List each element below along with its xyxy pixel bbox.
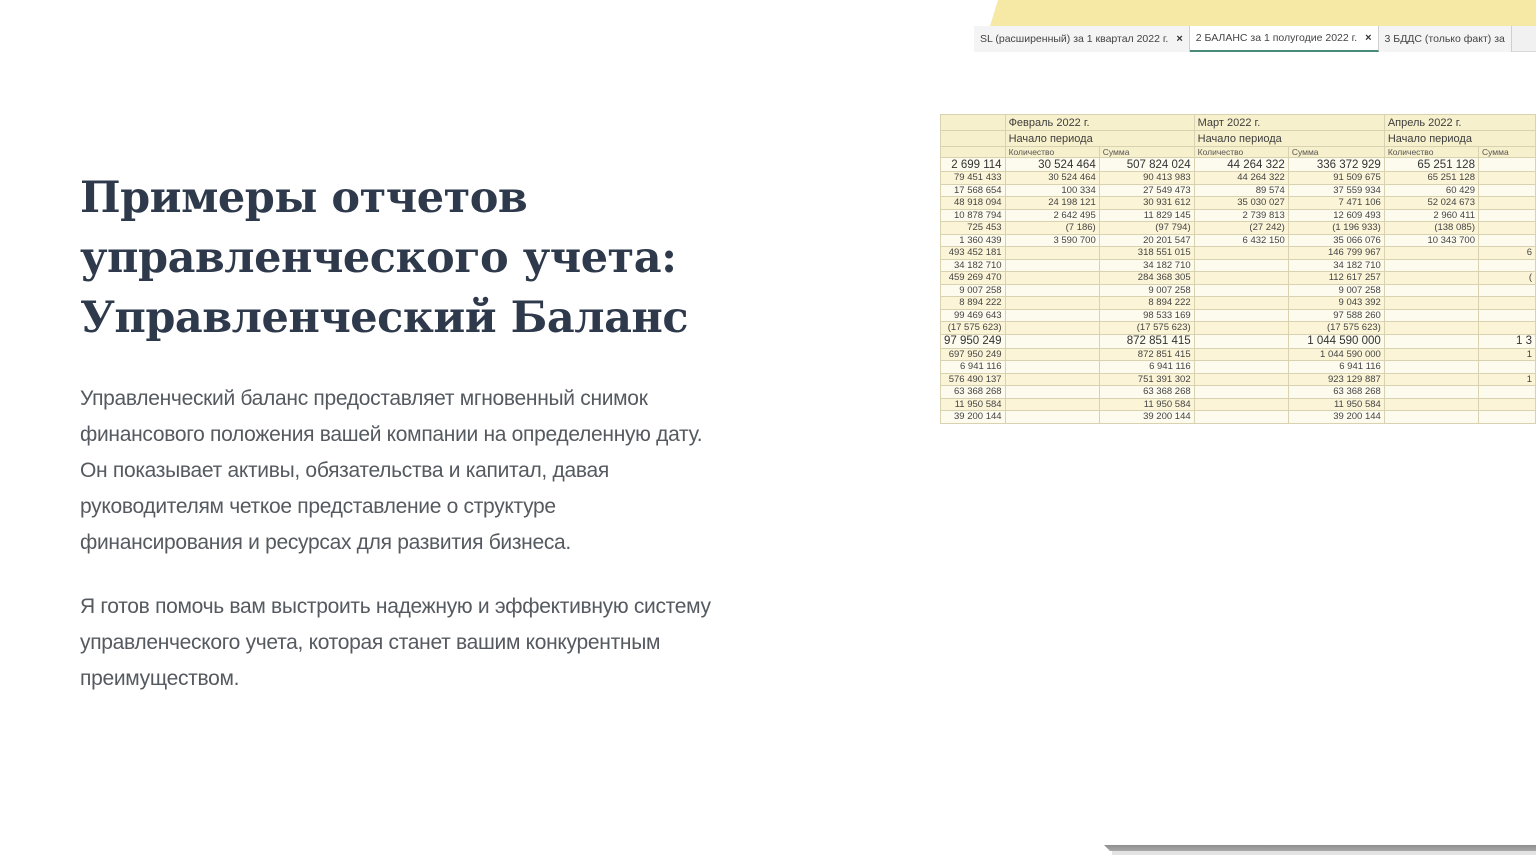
table-cell: 576 490 137 [941, 373, 1006, 386]
table-cell: 30 524 464 [1005, 172, 1099, 185]
table-cell [1005, 309, 1099, 322]
table-row [941, 348, 1536, 361]
table-cell: 11 829 145 [1099, 209, 1194, 222]
table-row [941, 373, 1536, 386]
table-cell: (138 085) [1384, 222, 1478, 235]
table-cell [1478, 386, 1535, 399]
table-cell: 2 642 495 [1005, 209, 1099, 222]
table-cell [1194, 411, 1288, 424]
table-cell: 60 429 [1384, 184, 1478, 197]
table-cell: 34 182 710 [1099, 259, 1194, 272]
table-cell: 8 894 222 [941, 297, 1006, 310]
table-cell [1478, 398, 1535, 411]
table-cell [1384, 398, 1478, 411]
table-cell [1478, 209, 1535, 222]
offer-paragraph [80, 589, 890, 697]
table-row [941, 398, 1536, 411]
table-cell [1384, 247, 1478, 260]
table-cell: 39 200 144 [941, 411, 1006, 424]
table-cell: 35 066 076 [1288, 234, 1384, 247]
table-cell: 9 007 258 [941, 284, 1006, 297]
table-cell: 44 264 322 [1194, 158, 1288, 172]
table-cell: 30 524 464 [1005, 158, 1099, 172]
table-cell: 99 469 643 [941, 309, 1006, 322]
table-cell: 65 251 128 [1384, 158, 1478, 172]
balance-table [940, 114, 1536, 424]
table-cell: 24 198 121 [1005, 197, 1099, 210]
table-cell [1194, 259, 1288, 272]
table-cell: 2 960 411 [1384, 209, 1478, 222]
report-tabbar [974, 26, 1536, 52]
table-cell [1005, 297, 1099, 310]
table-cell: 34 182 710 [1288, 259, 1384, 272]
table-cell: 11 950 584 [941, 398, 1006, 411]
table-cell: 97 588 260 [1288, 309, 1384, 322]
table-cell [1384, 334, 1478, 348]
table-cell [1005, 348, 1099, 361]
table-cell [1194, 247, 1288, 260]
period-header: Начало периода [1384, 131, 1535, 147]
table-cell: (27 242) [1194, 222, 1288, 235]
table-row [941, 259, 1536, 272]
table-cell: 1 [1478, 348, 1535, 361]
table-cell: 1 3 [1478, 334, 1535, 348]
table-cell: 6 941 116 [1099, 361, 1194, 374]
table-cell: 697 950 249 [941, 348, 1006, 361]
table-cell [1478, 322, 1535, 335]
table-cell: 507 824 024 [1099, 158, 1194, 172]
tab-label: 3 БДДС (только факт) за [1384, 33, 1505, 45]
table-cell [1384, 348, 1478, 361]
month-header: Апрель 2022 г. [1384, 115, 1535, 131]
table-cell: 34 182 710 [941, 259, 1006, 272]
month-header-row [941, 115, 1536, 131]
table-cell: 1 044 590 000 [1288, 334, 1384, 348]
table-cell: 6 432 150 [1194, 234, 1288, 247]
table-row [941, 284, 1536, 297]
table-cell: 65 251 128 [1384, 172, 1478, 185]
table-cell: 98 533 169 [1099, 309, 1194, 322]
table-cell: 44 264 322 [1194, 172, 1288, 185]
table-cell: 91 509 675 [1288, 172, 1384, 185]
table-cell: 751 391 302 [1099, 373, 1194, 386]
table-cell [1384, 386, 1478, 399]
table-cell: 63 368 268 [941, 386, 1006, 399]
table-cell: ( [1478, 272, 1535, 285]
table-cell [1384, 259, 1478, 272]
month-header: Февраль 2022 г. [1005, 115, 1194, 131]
period-header-row [941, 131, 1536, 147]
table-cell: 90 413 983 [1099, 172, 1194, 185]
table-cell [1194, 398, 1288, 411]
table-cell [1478, 222, 1535, 235]
table-cell: 493 452 181 [941, 247, 1006, 260]
text-line: Управленческий баланс предоставляет мгновенный снимок [80, 387, 648, 410]
table-cell: 97 950 249 [941, 334, 1006, 348]
report-screenshot [940, 0, 1536, 425]
table-cell [1194, 272, 1288, 285]
table-cell: 112 617 257 [1288, 272, 1384, 285]
col-header-qty: Количество [1005, 147, 1099, 158]
table-cell [1478, 172, 1535, 185]
table-row [941, 322, 1536, 335]
period-header: Начало периода [1005, 131, 1194, 147]
table-cell: 3 590 700 [1005, 234, 1099, 247]
table-cell: 20 201 547 [1099, 234, 1194, 247]
slide-title [80, 168, 800, 348]
text-line: преимуществом. [80, 667, 240, 690]
table-cell: 2 739 813 [1194, 209, 1288, 222]
table-cell [1478, 259, 1535, 272]
table-cell: 12 609 493 [1288, 209, 1384, 222]
table-cell: 39 200 144 [1288, 411, 1384, 424]
table-row [941, 222, 1536, 235]
col-header-sum: Сумма [1099, 147, 1194, 158]
table-cell: 17 568 654 [941, 184, 1006, 197]
table-cell [1478, 309, 1535, 322]
table-cell [1384, 373, 1478, 386]
col-header-sum: Сумма [1478, 147, 1535, 158]
col-header-qty: Количество [1384, 147, 1478, 158]
table-cell: 146 799 967 [1288, 247, 1384, 260]
table-row [941, 184, 1536, 197]
table-cell [1478, 411, 1535, 424]
table-row [941, 172, 1536, 185]
title-line: Управленческий Баланс [80, 293, 689, 343]
table-cell [1005, 272, 1099, 285]
text-line: финансового положения вашей компании на определенную дату. [80, 423, 703, 446]
text-line: Он показывает активы, обязательства и капитал, давая [80, 459, 609, 482]
column-header-row [941, 147, 1536, 158]
table-cell: 459 269 470 [941, 272, 1006, 285]
table-cell: 872 851 415 [1099, 348, 1194, 361]
table-cell: 10 343 700 [1384, 234, 1478, 247]
table-cell [1194, 348, 1288, 361]
col-header-sum: Сумма [1288, 147, 1384, 158]
table-cell [1478, 184, 1535, 197]
table-cell [1194, 322, 1288, 335]
table-cell [1478, 284, 1535, 297]
table-row [941, 209, 1536, 222]
table-cell [1005, 247, 1099, 260]
table-cell: 9 007 258 [1288, 284, 1384, 297]
table-cell: 318 551 015 [1099, 247, 1194, 260]
table-cell: 63 368 268 [1099, 386, 1194, 399]
table-cell: 725 453 [941, 222, 1006, 235]
text-line: управленческого учета, которая станет вашим конкурентным [80, 631, 661, 654]
table-cell [1005, 322, 1099, 335]
table-cell: (17 575 623) [1288, 322, 1384, 335]
table-cell [1005, 361, 1099, 374]
table-cell: 11 950 584 [1288, 398, 1384, 411]
table-cell [1005, 334, 1099, 348]
table-cell [1005, 411, 1099, 424]
table-cell [1478, 158, 1535, 172]
table-cell [1478, 297, 1535, 310]
table-row [941, 334, 1536, 348]
table-cell [1384, 309, 1478, 322]
close-icon[interactable]: × [1365, 32, 1372, 44]
table-cell: 6 [1478, 247, 1535, 260]
table-cell [1005, 373, 1099, 386]
text-line: Я готов помочь вам выстроить надежную и эффективную систему [80, 595, 711, 618]
table-cell: 79 451 433 [941, 172, 1006, 185]
table-cell: 8 894 222 [1099, 297, 1194, 310]
description-paragraph [80, 381, 890, 561]
table-cell: 872 851 415 [1099, 334, 1194, 348]
table-cell [1194, 361, 1288, 374]
title-line: Примеры отчетов [80, 173, 528, 223]
table-cell: 6 941 116 [941, 361, 1006, 374]
table-cell: (17 575 623) [941, 322, 1006, 335]
table-cell [1384, 272, 1478, 285]
table-cell [1194, 284, 1288, 297]
table-body [941, 158, 1536, 424]
table-cell [1478, 234, 1535, 247]
table-cell: 923 129 887 [1288, 373, 1384, 386]
table-cell: 2 699 114 [941, 158, 1006, 172]
table-cell: (1 196 933) [1288, 222, 1384, 235]
tab-pl-report[interactable] [974, 26, 1190, 52]
table-row [941, 361, 1536, 374]
table-cell: 284 368 305 [1099, 272, 1194, 285]
text-line: руководителям четкое представление о структуре [80, 495, 556, 518]
close-icon[interactable]: × [1176, 33, 1183, 45]
col-header-qty: Количество [1194, 147, 1288, 158]
table-cell [1194, 386, 1288, 399]
table-row [941, 386, 1536, 399]
table-cell: 39 200 144 [1099, 411, 1194, 424]
table-row [941, 411, 1536, 424]
table-cell [1194, 297, 1288, 310]
table-cell [1005, 398, 1099, 411]
table-cell: 1 360 439 [941, 234, 1006, 247]
month-header: Март 2022 г. [1194, 115, 1384, 131]
table-cell: 7 471 106 [1288, 197, 1384, 210]
table-cell [1384, 411, 1478, 424]
table-row [941, 272, 1536, 285]
table-cell: 89 574 [1194, 184, 1288, 197]
table-cell: 6 941 116 [1288, 361, 1384, 374]
table-cell: 9 043 392 [1288, 297, 1384, 310]
table-cell: 10 878 794 [941, 209, 1006, 222]
table-cell [1478, 361, 1535, 374]
text-line: финансирования и ресурсах для развития бизнеса. [80, 531, 571, 554]
table-cell [1005, 284, 1099, 297]
table-cell: 48 918 094 [941, 197, 1006, 210]
divider-shadow [1112, 851, 1536, 855]
table-cell: 100 334 [1005, 184, 1099, 197]
table-cell: 30 931 612 [1099, 197, 1194, 210]
table-cell: 63 368 268 [1288, 386, 1384, 399]
table-cell [1005, 259, 1099, 272]
table-cell: 9 007 258 [1099, 284, 1194, 297]
table-cell [1478, 197, 1535, 210]
tab-cashflow-report[interactable] [1379, 26, 1512, 52]
table-cell [1384, 361, 1478, 374]
table-cell: (17 575 623) [1099, 322, 1194, 335]
table-cell [1194, 309, 1288, 322]
table-cell: 27 549 473 [1099, 184, 1194, 197]
table-row [941, 309, 1536, 322]
table-cell: 52 024 673 [1384, 197, 1478, 210]
header-band [990, 0, 1536, 26]
table-row [941, 247, 1536, 260]
table-cell [1194, 334, 1288, 348]
table-row [941, 197, 1536, 210]
tab-balance-report[interactable] [1190, 26, 1379, 52]
tab-label: SL (расширенный) за 1 квартал 2022 г. [980, 33, 1169, 45]
table-cell: (97 794) [1099, 222, 1194, 235]
table-cell: 11 950 584 [1099, 398, 1194, 411]
table-cell: 35 030 027 [1194, 197, 1288, 210]
title-line: управленческого учета: [80, 233, 677, 283]
table-cell [1384, 284, 1478, 297]
table-cell: 336 372 929 [1288, 158, 1384, 172]
table-cell: 37 559 934 [1288, 184, 1384, 197]
table-cell [1384, 322, 1478, 335]
table-cell [1194, 373, 1288, 386]
table-cell [1384, 297, 1478, 310]
period-header: Начало периода [1194, 131, 1384, 147]
table-cell: 1 [1478, 373, 1535, 386]
table-cell: (7 186) [1005, 222, 1099, 235]
table-row [941, 158, 1536, 172]
tab-label: 2 БАЛАНС за 1 полугодие 2022 г. [1195, 32, 1358, 44]
table-cell: 1 044 590 000 [1288, 348, 1384, 361]
table-cell [1005, 386, 1099, 399]
table-row [941, 297, 1536, 310]
table-row [941, 234, 1536, 247]
